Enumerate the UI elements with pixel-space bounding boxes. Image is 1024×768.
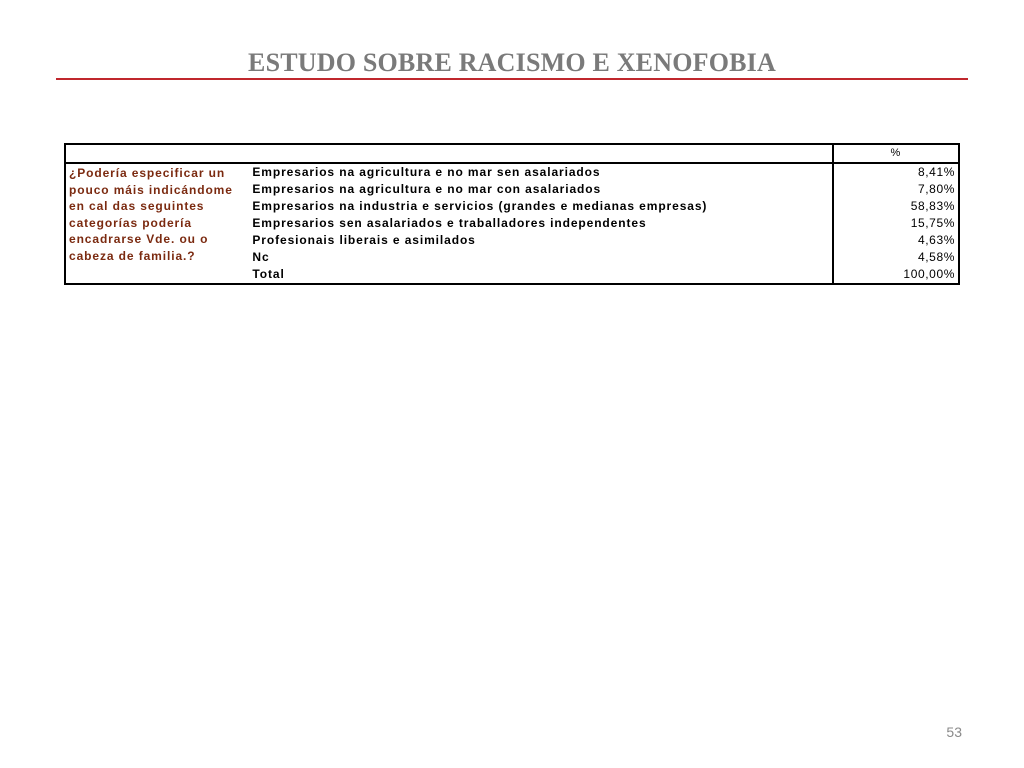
survey-question: ¿Podería especificar un pouco máis indicándome en cal das seguintes categorías podería encadrarse Vde. ou o cabeza de familia.? [69, 166, 233, 263]
row-label: Nc [252, 250, 270, 264]
row-label: Empresarios na agricultura e no mar con asalariados [252, 182, 602, 196]
row-value: 15,75% [833, 215, 959, 232]
row-value: 58,83% [833, 198, 959, 215]
header-empty-cell [65, 144, 833, 163]
total-label: Total [252, 267, 285, 281]
page-number: 53 [946, 724, 962, 740]
row-label: Empresarios sen asalariados e traballadores independentes [252, 216, 647, 230]
row-value: 7,80% [833, 181, 959, 198]
row-value: 4,58% [833, 249, 959, 266]
header-percent-cell: % [833, 144, 959, 163]
total-value: 100,00% [833, 266, 959, 284]
row-value: 8,41% [833, 163, 959, 181]
table-row [65, 163, 959, 181]
row-label: Profesionais liberais e asimilados [252, 233, 476, 247]
table-header-row [65, 144, 959, 163]
title-underline [56, 78, 968, 80]
row-label: Empresarios na agricultura e no mar sen asalariados [252, 165, 601, 179]
row-label: Empresarios na industria e servicios (grandes e medianas empresas) [252, 199, 708, 213]
results-table [64, 143, 960, 285]
slide-title: ESTUDO SOBRE RACISMO E XENOFOBIA [248, 48, 776, 77]
results-table-container [64, 143, 960, 285]
row-value: 4,63% [833, 232, 959, 249]
